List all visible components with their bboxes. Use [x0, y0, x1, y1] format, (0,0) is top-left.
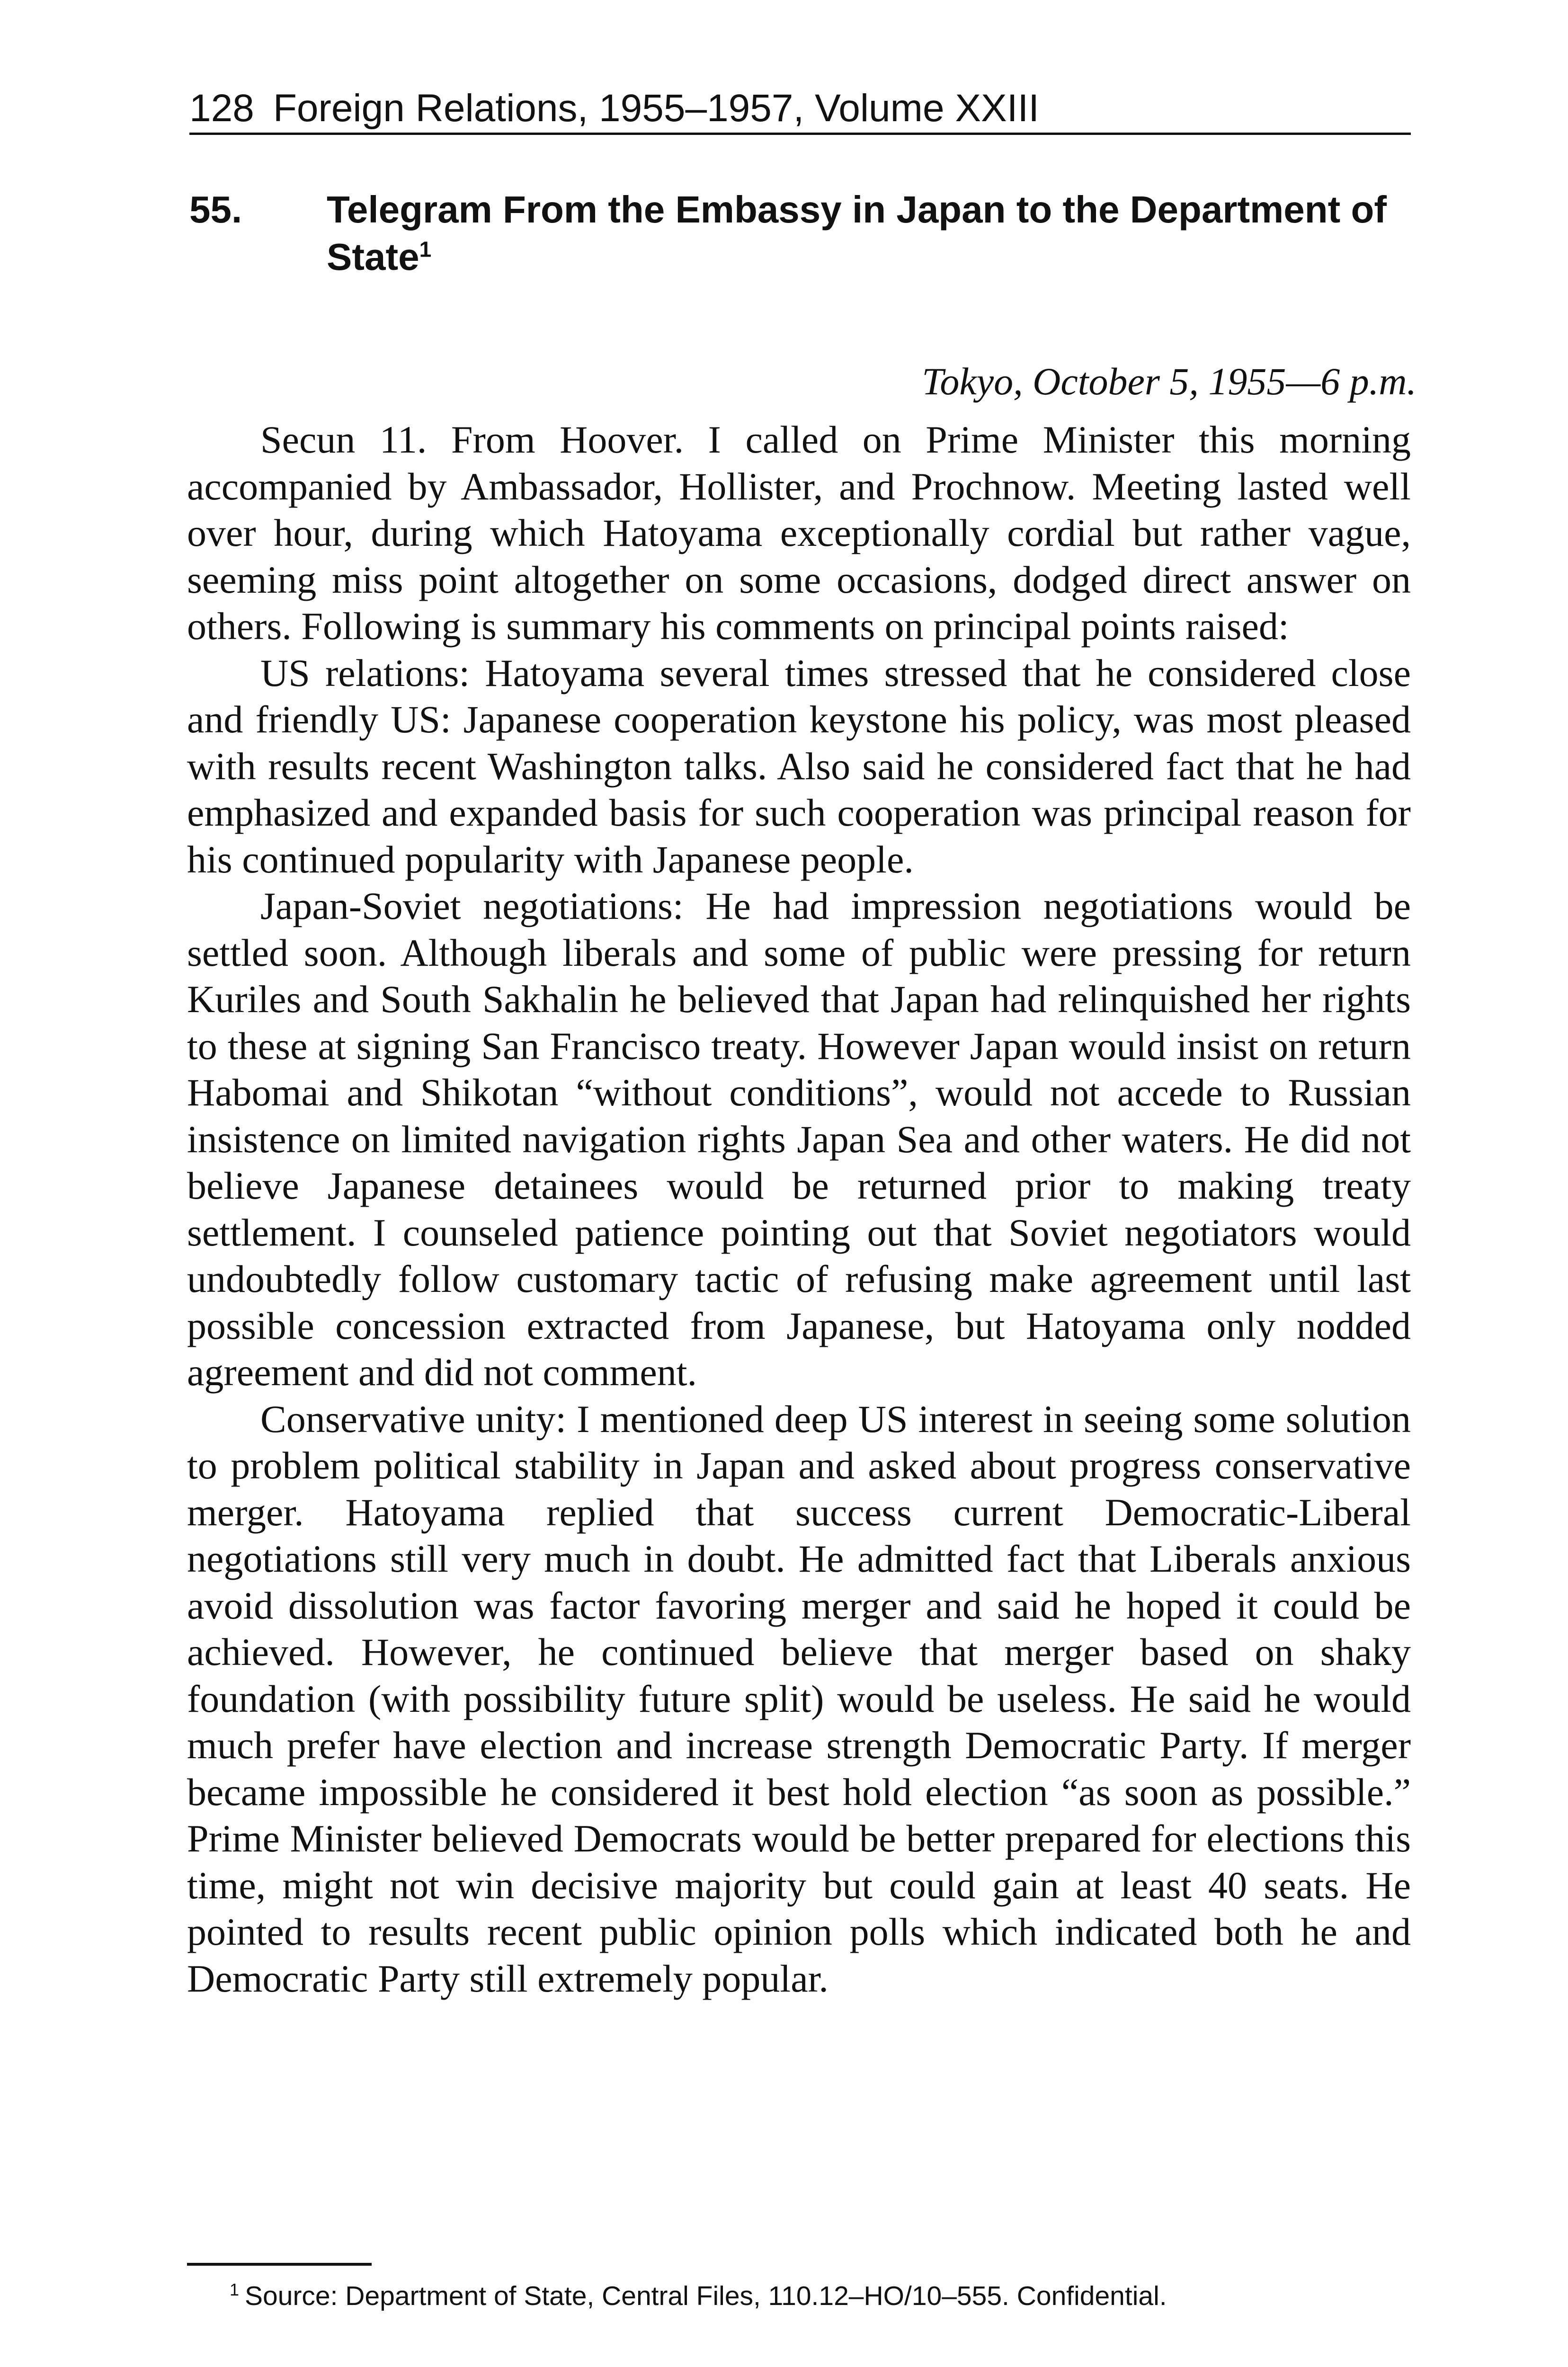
- footnote-text: Source: Department of State, Central Files, 110.12–HO/10–555. Confidential.: [245, 2281, 1167, 2311]
- footnote: [230, 2277, 1413, 2315]
- page-number: 128: [189, 87, 254, 130]
- footnote-marker: 1: [230, 2280, 240, 2299]
- document-title-text: Telegram From the Embassy in Japan to the Department of State: [327, 188, 1387, 278]
- running-head: [189, 89, 1039, 128]
- paragraph-conservative-unity: Conservative unity: I mentioned deep US interest in seeing some solution to problem political stability in Japan and asked about progress conservative merger. Hatoyama replied that success current Democratic-Liberal negotiations still very much in doubt. He admitted fact that Liberals anxious avoid dissolution was factor favoring merger and said he hoped it could be achieved. However, he continued believe that merger based on shaky foundation (with possibility future split) would be useless. He said he would much prefer have election and increase strength Democratic Party. If merger became impossible he considered it best hold election “as soon as possible.” Prime Minister believed Democrats would be better prepared for elections this time, might not win decisive majority but could gain at least 40 seats. He pointed to results recent public opinion polls which indicated both he and Democratic Party still extremely popular.: [187, 1397, 1411, 2000]
- footnote-divider: [187, 2263, 372, 2266]
- document-number: 55.: [189, 188, 242, 231]
- document-title: [327, 186, 1416, 281]
- title-footnote-marker: 1: [419, 237, 432, 262]
- dateline: Tokyo, October 5, 1955—6 p.m.: [922, 360, 1417, 403]
- page-header: [189, 73, 1411, 135]
- document-body: [187, 417, 1411, 2002]
- paragraph-japan-soviet: Japan-Soviet negotiations: He had impression negotiations would be settled soon. Although liberals and some of public were pressing for return Kuriles and South Sakhalin he believed that Japan had relinquished her rights to these at signing San Francisco treaty. However Japan would insist on return Habomai and Shikotan “without conditions”, would not accede to Russian insistence on limited navigation rights Japan Sea and other waters. He did not believe Japanese detainees would be returned prior to making treaty settlement. I counseled patience pointing out that Soviet negotiators would undoubtedly follow customary tactic of refusing make agreement until last possible concession extracted from Japanese, but Hatoyama only nodded agreement and did not comment.: [187, 884, 1411, 1394]
- paragraph-opening: Secun 11. From Hoover. I called on Prime Minister this morning accompanied by Ambassador, Hollister, and Prochnow. Meeting lasted well over hour, during which Hatoyama exceptionally cordial but rather vague, seeming miss point altogether on some occasions, dodged direct answer on others. Following is summary his comments on principal points raised:: [187, 418, 1411, 648]
- paragraph-us-relations: US relations: Hatoyama several times stressed that he considered close and friendly US: Japanese cooperation keystone his policy, was most pleased with results recent Washington talks. Also said he considered fact that he had emphasized and expanded basis for such cooperation was principal reason for his continued popularity with Japanese people.: [187, 651, 1411, 881]
- running-title: Foreign Relations, 1955–1957, Volume XXIII: [273, 87, 1040, 130]
